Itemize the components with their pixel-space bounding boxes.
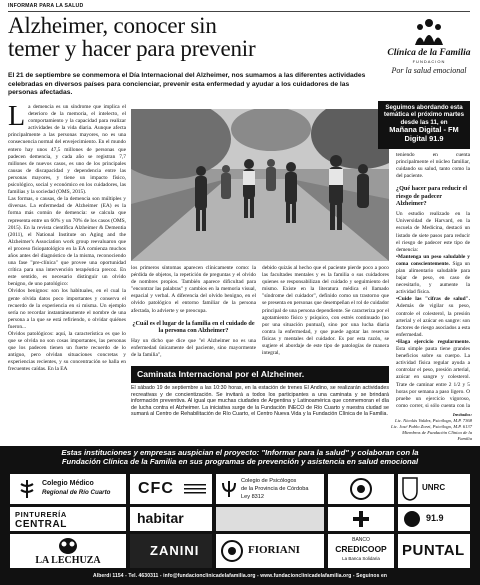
article-lead: El 21 de septiembre se conmemora el Día Internacional del Alzheimer, nos sumamos a las diferentes actividades celebradas en diversos países para concienciar, prevenir esta enfermedad y ayudar a los cuidadores de las personas afectadas. [8,72,366,96]
subheading-family: ¿Cuál es el lugar de la familia en el cuidado de la persona con Alzheimer? [132,319,255,334]
sponsor-colegio-psicologos [216,474,324,504]
signature-name: Lic. José Pablo Zorzi, Psicólogo, M.P. 6137 [391,423,472,429]
sponsor-name: de la Provincia de Córdoba [241,486,309,492]
footer-contact: Alberdi 1154 - Tel. 4630311 - info@fundacionclinicadelafamilia.org - www.fundacionclinicadelafamilia.org - Seguinos en [93,573,387,579]
sponsor-radio-digital [398,507,470,531]
sponsor-name: CFC [138,480,174,497]
emblem-icon [346,477,376,501]
sponsor-name: ZANINI [150,543,200,558]
promo-line: temática el próximo martes [383,111,465,119]
sponsor-name: habitar [137,510,184,526]
sponsor-zanini [130,534,212,568]
article-column-3 [262,265,389,365]
headline-line-2: temer y hacer para prevenir [8,36,256,61]
caminata-text: El sábado 19 de septiembre a las 10:30 horas, en la estación de trenes El Andino, se realizarán actividades recreativas y de concientización. Se invitará a todos los participantes a una caminata y se brindará información preventiva. Al igual que muchas ciudades de Argentina y Latinoamérica que conmemoran el día de lucha contra el Alzheimer. La iniciativa surge de la Fundación INECO de Río Cuarto y nuestra ciudad se sumará al Centro de Rehabilitación de Río Cuarto, el Centro Nueva Vida y la Fundación Clínica de la Familia. [131,385,389,418]
sponsor-name: Regional de Río Cuarto [42,489,111,496]
sponsor-fioriani [216,534,324,568]
paragraph: Olvidos benignos: son los habituales, en el cual la gente olvida datos poco importantes y conserva el recuerdo de la experiencia en si misma. Un ejemplo sería no recordar instantáneamente el nombre de una persona a la que se está refiriendo, o olvidar quiénes fueron... [8,288,126,330]
signature-name: Lic. Nicolás Valdez, Psicólogo, M.P. 7368 [395,417,472,423]
article-column-4 [396,152,470,410]
dropcap: L [8,104,26,132]
sponsor-name: Ley 8312 [241,494,265,500]
signature-label: Invitados: [452,412,472,417]
sponsor-name: CREDICOOP [335,544,387,554]
list-item [396,254,470,297]
paragraph: Hay un dicho que dice que "el Alzheimer no es una enfermedad únicamente del paciente, sino mayormente de la familia", [131,338,256,359]
invited-signature [388,412,472,442]
family-figures-icon [412,17,446,47]
list-item-text: Siga un plan alimentario saludable para bajar de peso, en caso de necesitarlo, y aumente la actividad física. [396,260,470,296]
logo-title: Clínica de la Familia [387,48,471,58]
sponsor-name: BANCO [352,537,370,543]
plus-icon [352,510,370,528]
sponsor-cfc [130,474,212,504]
sponsor-habitar [130,507,212,531]
psi-icon [221,480,237,498]
paragraph: teniendo en cuenta principalmente el núcleo familiar, cuidando su salud, tanto como la del paciente. [396,152,470,180]
radio-icon [402,509,422,529]
sponsor-name: Colegio Médico [42,480,94,487]
list-item [396,339,470,410]
logo-subtitle: FUNDACION [412,59,446,64]
sponsor-name: PINTURERÍA [15,510,67,519]
sponsor-name: 91.9 [426,513,444,523]
paragraph: Las formas, o causas, de la demencia son múltiples y diversas. La enfermedad de Alzheimer (EA) es la forma más común de demencia: se calcula que representa entre un 60% y un 70% de los casos (OMS, 2015). En la revista científica Alzheimer & Dementia (2011), el National Institute on Aging and the Alzheimer's Association work group reevaluaron que el proceso fisiopatológico en la EA comienza muchos años antes del diagnóstico de la misma, reconociendo una fase "pre-clínica" que provee una oportunidad crítica para una intervención terapéutica precoz. En este sentido, es necesario distinguir un olvido benigno, de uno patológico: [8,196,126,288]
sponsor-puntal [398,534,470,568]
sponsor-name: La Banca Solidaria [342,556,380,561]
owl-icon [56,536,80,554]
sponsor-name: PUNTAL [402,542,465,559]
sponsors-heading-line: Fundación Clínica de la Familia en sus programas de prevención y asistencia en salud emocional [61,457,419,467]
paragraph: debido quizás al hecho que el paciente pierde poco a poco las facultades mentales y es la familia o sus cuidadores quienes se responsabilizan del cuidado y seguimiento del mismo. Existe en la literatura médica el llamado "síndrome del cuidador", definido como un trastorno que se presenta en personas que desempeñan el rol de cuidador principal de una persona dependiente. Se caracteriza por el agotamiento físico y psíquico, con estrés continuado (no por una situación puntual), sino por una lucha diaria contra la enfermedad, y que puede agotar las reservas físicas y mentales del cuidador. Es por esta razón, se sugiere el abordaje de este tipo de patologías de manera integral, [262,265,389,357]
section-kicker: INFORMAR PARA LA SALUD [8,3,84,9]
subheading-prevention: ¿Qué hacer para reducir el riesgo de padecer Alzheimer? [396,185,468,207]
sponsor-la-lechuza [10,534,126,568]
radio-promo-box [378,101,470,149]
article-column-1 [8,104,126,444]
signature-org: Miembros de Fundación Clínica de la Familia [402,429,472,441]
header-rule [8,11,470,12]
sponsor-colegio-medico [10,474,126,504]
sponsor-placeholder [216,507,324,531]
article-column-2 [131,265,256,365]
sponsor-name: Colegio de Psicólogos [241,478,297,484]
sponsor-name: CENTRAL [15,519,67,530]
list-item-title: •Cuide las "cifras de salud". [396,296,470,303]
sponsor-name: UNRC [422,483,446,492]
sponsor-unrc [398,474,470,504]
sponsor-name: FIORIANI [248,544,300,556]
sponsor-plus [328,507,394,531]
list-item-text: Además de vigilar su peso, controle el colesterol, la presión arterial y el azúcar en sangre: son factores de riesgo asociados a esta enfermedad. [396,303,470,338]
promo-station: Mañana Digital - FM Digital 91.9 [389,125,459,143]
list-item-title: •Mantenga un peso saludable y coma conscientemente. [396,253,470,267]
caminata-title: Caminata Internacional por el Alzheimer. [131,366,389,383]
sponsor-name: LA LECHUZA [35,555,101,566]
shield-icon [402,477,418,501]
clinica-familia-logo [386,17,472,83]
list-item [396,296,470,339]
flower-icon [220,538,244,564]
paragraph: Olvidos patológicos: aquí, la característica es que lo que se olvida no son cosas importantes, las personas que los padecen tienen un fuerte recuerdo de lo antiguo, pero olvidan situaciones concretas y experiencias recientes, y su concentración se halla en frecuentes caídas. En la EA [8,331,126,373]
article-headline [8,14,368,60]
caduceus-icon [16,479,38,499]
logo-tagline: Por la salud emocional [391,66,467,75]
paragraph: a demencia es un síndrome que implica el deterioro de la memoria, el intelecto, el comportamiento y la capacidad para realizar actividades de la vida diaria. Aunque afecta principalmente a las personas mayores, no es una consecuencia normal del envejecimiento. En el mundo entero hay unos 47,5 millones de personas que padecen demencia, y cada año se registran 7,7 millones de nuevos casos, es uno de los principales causas de discapacidad y dependencia entre las personas mayores, y tiene un impacto físico, psicológico, social y económico en los cuidadores, las familias y la sociedad (OMS, 2015). [8,104,126,196]
sponsor-banco-credicoop [328,534,394,568]
sponsor-pintureria-central [10,507,126,531]
sponsor-emblem [328,474,394,504]
list-item-title: •Haga ejercicio regularmente. [396,338,470,345]
paragraph: los primeros síntomas aparecen clínicamente como: la pérdida de objetos, la repetición de preguntas y el olvido de nombres propios. También aparece dificultad para "encontrar las palabras" y cambios en la memoria visual, espacial y verbal. A diferencia del olvido benigno, en el olvido patológico el entorno familiar de la persona afectada, lo advierte y se preocupa. [131,265,256,314]
sponsors-heading [8,448,472,466]
bars-icon [184,481,206,497]
promo-line: desde las 11, en [400,118,448,126]
list-item-text: Esta simple pauta tiene grandes beneficios sobre su cuerpo. La actividad física regular ayuda a controlar el peso, presión arterial, azúcar en sangre y colesterol. Trate de caminar entre 2 1/2 y 5 horas por semana a paso ligero. O pruebe un ejercicio vigoroso, como correr, si sólo cuenta con la [396,346,470,409]
walkers-photo [131,109,389,261]
paragraph: Un estudio realizado en la Universidad de Harvard, en la escuela de Medicina, destacó un listado de siete pasos para reducir el riesgo de padecer este tipo de demencia: [396,211,470,253]
headline-line-1: Alzheimer, conocer sin [8,13,217,38]
sponsors-heading-line: Estas instituciones y empresas auspician el proyecto: "Informar para la salud" y colaboran con la [61,448,419,457]
promo-line: Seguimos abordando esta [385,104,463,111]
